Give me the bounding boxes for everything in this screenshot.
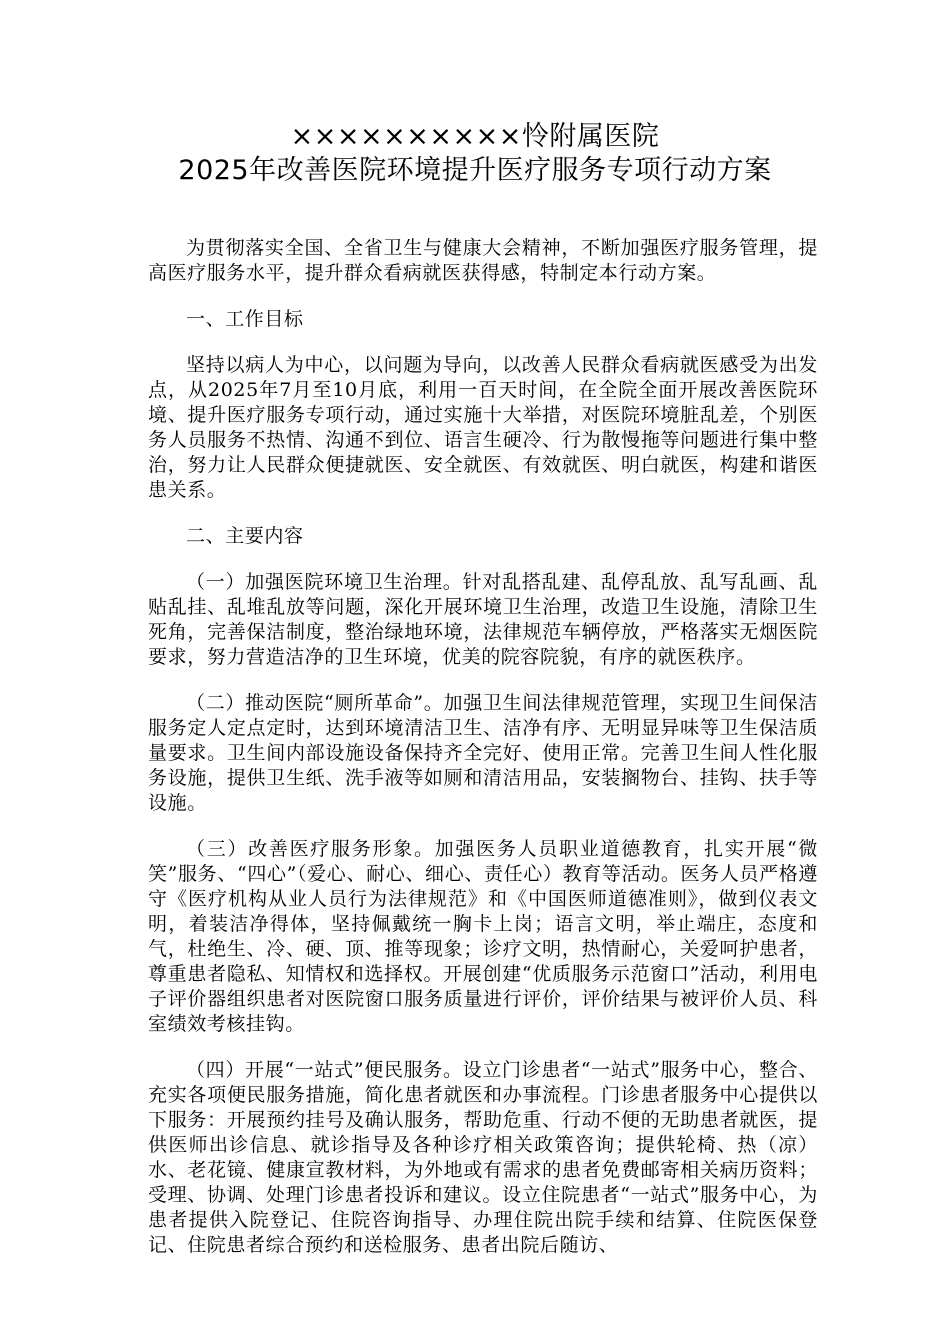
intro-paragraph: 为贯彻落实全国、全省卫生与健康大会精神，不断加强医疗服务管理，提高医疗服务水平，提升群众看病就医获得感，特制定本行动方案。 [148, 237, 818, 284]
section-heading-content: 二、主要内容 [186, 525, 304, 547]
content-item-2: （二）推动医院“厕所革命”。加强卫生间法律规范管理，实现卫生间保洁服务定人定点定时，达到环境清洁卫生、洁净有序、无明显异味等卫生保洁质量要求。卫生间内部设施设备保持齐全完好、使用正常。完善卫生间人性化服务设施，提供卫生纸、洗手液等如厕和清洁用品，安装搁物台、挂钩、扶手等设施。 [148, 692, 818, 814]
document-title [0, 120, 950, 188]
goals-paragraph: 坚持以病人为中心，以问题为导向，以改善人民群众看病就医感受为出发点，从2025年7月至10月底，利用一百天时间，在全院全面开展改善医院环境、提升医疗服务专项行动，通过实施十大举措，对医院环境脏乱差，个别医务人员服务不热情、沟通不到位、语言生硬冷、行为散慢拖等问题进行集中整治，努力让人民群众便捷就医、安全就医、有效就医、明白就医，构建和谐医患关系。 [148, 354, 818, 501]
section-heading-goals: 一、工作目标 [186, 308, 304, 330]
content-item-4: （四）开展“一站式”便民服务。设立门诊患者“一站式”服务中心，整合、充实各项便民服务措施，简化患者就医和办事流程。门诊患者服务中心提供以下服务：开展预约挂号及确认服务，帮助危重、行动不便的无助患者就医，提供医师出诊信息、就诊指导及各种诊疗相关政策咨询；提供轮椅、热（凉）水、老花镜、健康宣教材料，为外地或有需求的患者免费邮寄相关病历资料；受理、协调、处理门诊患者投诉和建议。设立住院患者“一站式”服务中心，为患者提供入院登记、住院咨询指导、办理住院出院手续和结算、住院医保登记、住院患者综合预约和送检服务、患者出院后随访、 [148, 1059, 818, 1256]
title-line-plan: 2025年改善医院环境提升医疗服务专项行动方案 [178, 155, 772, 186]
title-line-hospital: ××××××××××怜附属医院 [290, 121, 660, 152]
document-body [148, 236, 818, 1279]
content-item-3: （三）改善医疗服务形象。加强医务人员职业道德教育，扎实开展“微笑”服务、“四心”（爱心、耐心、细心、责任心）教育等活动。医务人员严格遵守《医疗机构从业人员行为法律规范》和《中国医师道德准则》，做到仪表文明，着装洁净得体，坚持佩戴统一胸卡上岗；语言文明，举止端庄，态度和气，杜绝生、冷、硬、顶、推等现象；诊疗文明，热情耐心，关爱呵护患者，尊重患者隐私、知情权和选择权。开展创建“优质服务示范窗口”活动，利用电子评价器组织患者对医院窗口服务质量进行评价，评价结果与被评价人员、科室绩效考核挂钩。 [148, 838, 818, 1035]
content-item-1: （一）加强医院环境卫生治理。针对乱搭乱建、乱停乱放、乱写乱画、乱贴乱挂、乱堆乱放等问题，深化开展环境卫生治理，改造卫生设施，清除卫生死角，完善保洁制度，整治绿地环境，法律规范车辆停放，严格落实无烟医院要求，努力营造洁净的卫生环境，优美的院容院貌，有序的就医秩序。 [148, 571, 818, 668]
